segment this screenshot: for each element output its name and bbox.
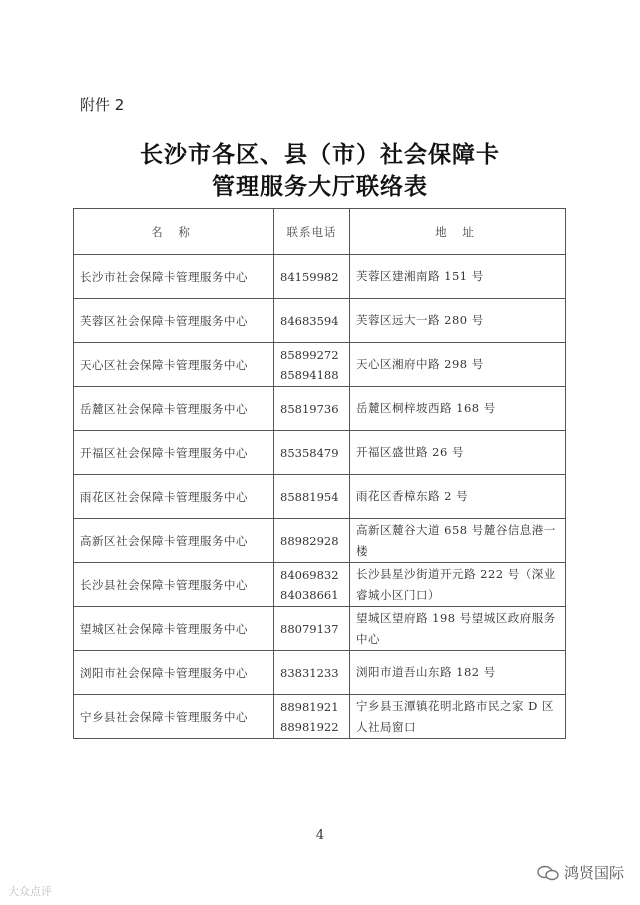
cell-phone (274, 431, 350, 475)
cell-center-name: 高新区社会保障卡管理服务中心 (74, 519, 274, 563)
cell-center-name: 天心区社会保障卡管理服务中心 (74, 343, 274, 387)
watermark-right (537, 862, 624, 883)
cell-phone (274, 519, 350, 563)
table-row (74, 475, 566, 519)
cell-phone (274, 255, 350, 299)
cell-phone (274, 387, 350, 431)
cell-center-name: 雨花区社会保障卡管理服务中心 (74, 475, 274, 519)
phone-number: 84683594 (280, 313, 339, 328)
table-header-row (74, 209, 566, 255)
cell-phone (274, 607, 350, 651)
phone-number: 84069832 (280, 567, 339, 582)
cell-address: 浏阳市道吾山东路 182 号 (350, 651, 566, 695)
cell-address: 芙蓉区建湘南路 151 号 (350, 255, 566, 299)
table-row (74, 563, 566, 607)
cell-center-name: 长沙县社会保障卡管理服务中心 (74, 563, 274, 607)
phone-number: 88079137 (280, 621, 339, 636)
wechat-icon (537, 865, 559, 881)
cell-address: 雨花区香樟东路 2 号 (350, 475, 566, 519)
phone-number: 84038661 (280, 587, 339, 602)
phone-number: 85881954 (280, 489, 339, 504)
contacts-table (73, 208, 566, 739)
table-row (74, 607, 566, 651)
cell-center-name: 浏阳市社会保障卡管理服务中心 (74, 651, 274, 695)
cell-center-name: 开福区社会保障卡管理服务中心 (74, 431, 274, 475)
cell-center-name: 芙蓉区社会保障卡管理服务中心 (74, 299, 274, 343)
cell-center-name: 长沙市社会保障卡管理服务中心 (74, 255, 274, 299)
cell-phone (274, 651, 350, 695)
table-row (74, 431, 566, 475)
phone-number: 85894188 (280, 367, 339, 382)
page-title-line1: 长沙市各区、县（市）社会保障卡 (140, 142, 500, 168)
header-name: 名 称 (74, 209, 274, 255)
cell-center-name: 岳麓区社会保障卡管理服务中心 (74, 387, 274, 431)
cell-center-name: 宁乡县社会保障卡管理服务中心 (74, 695, 274, 739)
cell-address: 长沙县星沙街道开元路 222 号（深业睿城小区门口） (350, 563, 566, 607)
watermark-right-text: 鸿贤国际 (563, 864, 624, 882)
cell-phone (274, 695, 350, 739)
header-address: 地 址 (350, 209, 566, 255)
cell-center-name: 望城区社会保障卡管理服务中心 (74, 607, 274, 651)
cell-address: 天心区湘府中路 298 号 (350, 343, 566, 387)
phone-number: 88981921 (280, 699, 339, 714)
table-row (74, 519, 566, 563)
cell-address: 望城区望府路 198 号望城区政府服务中心 (350, 607, 566, 651)
cell-address: 宁乡县玉潭镇花明北路市民之家 D 区人社局窗口 (350, 695, 566, 739)
table-row (74, 255, 566, 299)
phone-number: 85358479 (280, 445, 339, 460)
table-row (74, 695, 566, 739)
page-number: 4 (315, 828, 325, 843)
phone-number: 88982928 (280, 533, 339, 548)
table-row (74, 343, 566, 387)
phone-number: 85899272 (280, 347, 339, 362)
cell-phone (274, 299, 350, 343)
table-row (74, 387, 566, 431)
cell-phone (274, 343, 350, 387)
cell-address: 岳麓区桐梓坡西路 168 号 (350, 387, 566, 431)
page-title-line2: 管理服务大厅联络表 (212, 174, 428, 200)
cell-address: 芙蓉区远大一路 280 号 (350, 299, 566, 343)
cell-phone (274, 563, 350, 607)
phone-number: 85819736 (280, 401, 339, 416)
phone-number: 83831233 (280, 665, 339, 680)
attachment-label: 附件 2 (80, 96, 125, 114)
cell-address: 开福区盛世路 26 号 (350, 431, 566, 475)
table-body (74, 255, 566, 739)
table-row (74, 299, 566, 343)
watermark-left: 大众点评 (8, 885, 52, 898)
header-phone: 联系电话 (274, 209, 350, 255)
phone-number: 84159982 (280, 269, 339, 284)
phone-number: 88981922 (280, 719, 339, 734)
cell-address: 高新区麓谷大道 658 号麓谷信息港一楼 (350, 519, 566, 563)
cell-phone (274, 475, 350, 519)
table-row (74, 651, 566, 695)
